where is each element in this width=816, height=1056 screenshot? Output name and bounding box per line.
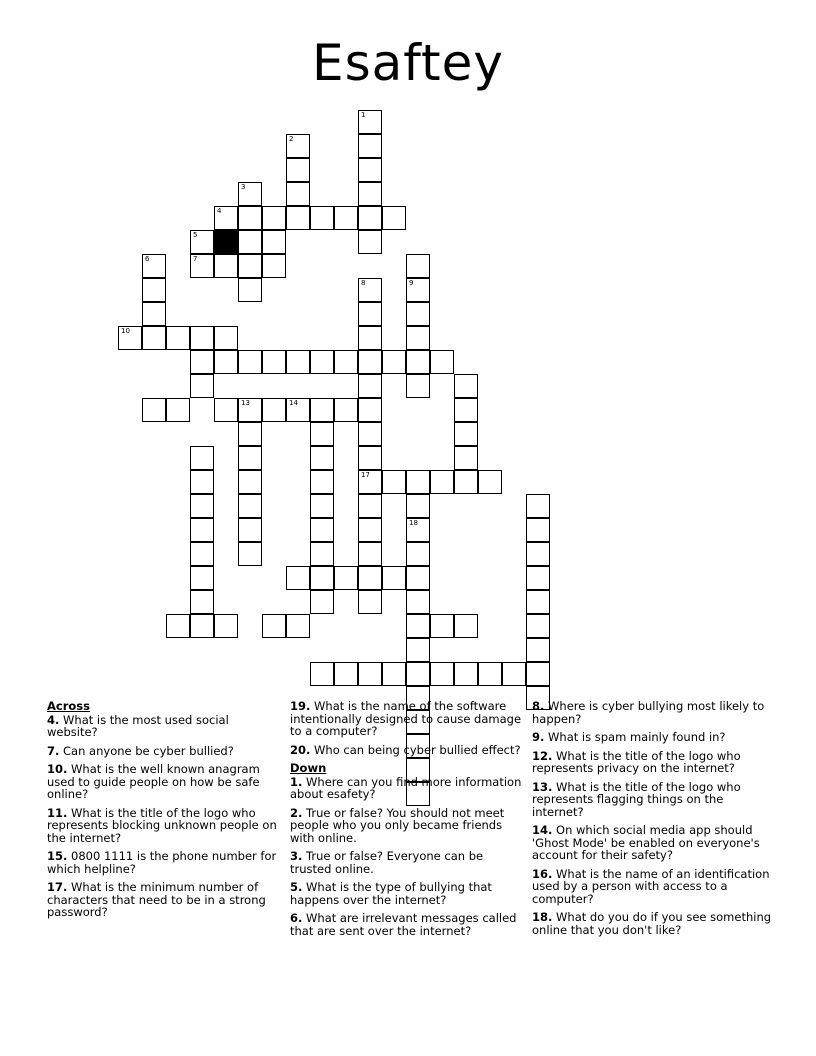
clue-down-18: 18. What do you do if you see something online that you don't like?: [532, 910, 772, 937]
clue-number: 8: [361, 279, 366, 287]
grid-cell[interactable]: [142, 302, 166, 326]
grid-cell[interactable]: [286, 398, 310, 422]
grid-cell[interactable]: [286, 350, 310, 374]
grid-cell[interactable]: [190, 494, 214, 518]
grid-cell[interactable]: [238, 518, 262, 542]
grid-cell[interactable]: [190, 614, 214, 638]
clue-down-13: 13. What is the title of the logo who represents flagging things on the internet?: [532, 779, 741, 819]
grid-cell[interactable]: [310, 662, 334, 686]
grid-cell[interactable]: [214, 206, 238, 230]
grid-cell[interactable]: [334, 566, 358, 590]
grid-cell[interactable]: [262, 206, 286, 230]
clue-across-15: 15. 0800 1111 is the phone number for which helpline?: [47, 849, 277, 876]
grid-cell[interactable]: [382, 206, 406, 230]
grid-cell[interactable]: [358, 158, 382, 182]
grid-cell[interactable]: [214, 614, 238, 638]
down-heading: Down: [290, 761, 327, 775]
grid-cell[interactable]: [286, 614, 310, 638]
grid-cell[interactable]: [310, 422, 334, 446]
clue-number: 9: [409, 279, 414, 287]
grid-cell[interactable]: [262, 230, 286, 254]
clue-number: 7: [193, 255, 198, 263]
grid-cell[interactable]: [310, 566, 334, 590]
grid-cell[interactable]: [310, 398, 334, 422]
grid-cell[interactable]: [406, 662, 430, 686]
grid-cell[interactable]: [454, 446, 478, 470]
grid-cell[interactable]: [406, 302, 430, 326]
clue-number: 6: [145, 255, 150, 263]
grid-cell[interactable]: [190, 374, 214, 398]
clue-across-10: 10. What is the well known anagram used to guide people on how be safe online?: [47, 762, 260, 801]
clue-down-12: 12. What is the title of the logo who represents privacy on the internet?: [532, 748, 741, 775]
grid-cell[interactable]: [454, 470, 478, 494]
grid-cell[interactable]: [334, 206, 358, 230]
grid-cell[interactable]: [430, 470, 454, 494]
grid-cell[interactable]: [214, 350, 238, 374]
grid-cell[interactable]: [214, 254, 238, 278]
grid-cell[interactable]: [238, 350, 262, 374]
clue-across-11: 11. What is the title of the logo who represents blocking unknown people on the internet?: [47, 805, 277, 845]
grid-cell[interactable]: [334, 662, 358, 686]
grid-cell[interactable]: [190, 470, 214, 494]
grid-cell[interactable]: [502, 662, 526, 686]
grid-cell[interactable]: [190, 350, 214, 374]
grid-cell[interactable]: [166, 398, 190, 422]
grid-cell[interactable]: [454, 374, 478, 398]
grid-cell[interactable]: [526, 566, 550, 590]
grid-cell[interactable]: [190, 566, 214, 590]
grid-cell[interactable]: [262, 398, 286, 422]
grid-cell[interactable]: [190, 326, 214, 350]
grid-cell[interactable]: [358, 326, 382, 350]
grid-cell[interactable]: [406, 350, 430, 374]
grid-cell[interactable]: [358, 278, 382, 302]
clue-number: 3: [241, 183, 246, 191]
grid-cell[interactable]: [406, 614, 430, 638]
grid-cell[interactable]: [262, 614, 286, 638]
clues-column-2: [290, 700, 526, 943]
clue-number: 18: [409, 519, 418, 527]
grid-cell[interactable]: [406, 470, 430, 494]
grid-cell[interactable]: [358, 542, 382, 566]
grid-cell[interactable]: [358, 230, 382, 254]
clue-down-2: 2. True or false? You should not meet people who you only became friends with online.: [290, 805, 505, 845]
clue-number: 5: [193, 231, 198, 239]
clues-column-1: [47, 700, 283, 925]
grid-cell[interactable]: [406, 278, 430, 302]
puzzle-title: Esaftey: [312, 34, 504, 92]
grid-cell[interactable]: [190, 230, 214, 254]
grid-cell[interactable]: [382, 566, 406, 590]
grid-cell[interactable]: [406, 326, 430, 350]
grid-cell[interactable]: [214, 398, 238, 422]
grid-cell[interactable]: [526, 638, 550, 662]
grid-cell[interactable]: [526, 518, 550, 542]
grid-cell[interactable]: [358, 206, 382, 230]
clue-down-8: 8. Where is cyber bullying most likely to happen?: [532, 699, 765, 726]
grid-cell[interactable]: [238, 254, 262, 278]
grid-cell[interactable]: [286, 158, 310, 182]
grid-cell[interactable]: [526, 542, 550, 566]
grid-cell[interactable]: [190, 518, 214, 542]
clue-down-9: 9. What is spam mainly found in?: [532, 730, 726, 744]
grid-cell[interactable]: [358, 374, 382, 398]
clue-number: 13: [241, 399, 250, 407]
grid-cell[interactable]: [238, 278, 262, 302]
grid-cell[interactable]: [358, 470, 382, 494]
grid-cell[interactable]: [262, 254, 286, 278]
grid-cell[interactable]: [358, 566, 382, 590]
grid-cell[interactable]: [526, 590, 550, 614]
grid-cell[interactable]: [190, 254, 214, 278]
grid-cell[interactable]: [430, 614, 454, 638]
grid-cell[interactable]: [358, 134, 382, 158]
grid-cell[interactable]: [526, 662, 550, 686]
grid-cell[interactable]: [406, 518, 430, 542]
grid-cell[interactable]: [238, 206, 262, 230]
clue-across-7: 7. Can anyone be cyber bullied?: [47, 743, 234, 758]
clue-number: 4: [217, 207, 222, 215]
grid-cell[interactable]: [142, 254, 166, 278]
grid-cell[interactable]: [406, 566, 430, 590]
grid-cell[interactable]: [406, 374, 430, 398]
grid-cell[interactable]: [358, 446, 382, 470]
grid-cell[interactable]: [238, 494, 262, 518]
clue-down-6: 6. What are irrelevant messages called that are sent over the internet?: [290, 911, 517, 938]
grid-cell[interactable]: [310, 206, 334, 230]
grid-cell[interactable]: [430, 350, 454, 374]
clue-down-16: 16. What is the name of an identification used by a person with access to a computer?: [532, 866, 770, 906]
grid-cell[interactable]: [286, 206, 310, 230]
grid-cell[interactable]: [454, 398, 478, 422]
grid-cell[interactable]: [190, 446, 214, 470]
grid-cell[interactable]: [454, 662, 478, 686]
grid-cell[interactable]: [526, 614, 550, 638]
clue-number: 2: [289, 135, 294, 143]
grid-cell[interactable]: [310, 446, 334, 470]
grid-cell[interactable]: [310, 518, 334, 542]
grid-cell[interactable]: [358, 350, 382, 374]
clue-number: 1: [361, 111, 366, 119]
grid-cell[interactable]: [286, 566, 310, 590]
grid-cell[interactable]: [454, 422, 478, 446]
grid-cell[interactable]: [478, 662, 502, 686]
grid-cell[interactable]: [358, 518, 382, 542]
clue-down-1: 1. Where can you find more information about esafety?: [290, 774, 522, 801]
grid-cell[interactable]: [310, 470, 334, 494]
grid-cell[interactable]: [382, 662, 406, 686]
grid-cell[interactable]: [118, 326, 142, 350]
clue-across-17: 17. What is the minimum number of characters that need to be in a strong password?: [47, 880, 266, 919]
clue-across-19: 19. What is the name of the software intentionally designed to cause damage to a computer?: [290, 699, 522, 738]
grid-cell[interactable]: [238, 542, 262, 566]
grid-cell[interactable]: [454, 614, 478, 638]
grid-cell[interactable]: [142, 398, 166, 422]
grid-cell[interactable]: [430, 662, 454, 686]
grid-cell[interactable]: [190, 590, 214, 614]
grid-cell[interactable]: [406, 494, 430, 518]
grid-cell[interactable]: [166, 326, 190, 350]
clues-column-3: [532, 700, 772, 942]
grid-cell[interactable]: [358, 182, 382, 206]
grid-cell[interactable]: [286, 134, 310, 158]
clue-down-5: 5. What is the type of bullying that happens over the internet?: [290, 880, 492, 907]
grid-black-cell: [214, 230, 238, 254]
clue-number: 17: [361, 471, 370, 479]
grid-cell[interactable]: [310, 350, 334, 374]
grid-cell[interactable]: [358, 422, 382, 446]
grid-cell[interactable]: [406, 254, 430, 278]
grid-cell[interactable]: [382, 470, 406, 494]
grid-cell[interactable]: [358, 302, 382, 326]
clue-number: 14: [289, 399, 298, 407]
grid-cell[interactable]: [358, 494, 382, 518]
grid-cell[interactable]: [526, 494, 550, 518]
grid-cell[interactable]: [142, 326, 166, 350]
grid-cell[interactable]: [334, 350, 358, 374]
grid-cell[interactable]: [406, 638, 430, 662]
grid-cell[interactable]: [142, 278, 166, 302]
grid-cell[interactable]: [190, 542, 214, 566]
clue-across-4: 4. What is the most used social website?: [47, 712, 229, 739]
grid-cell[interactable]: [478, 470, 502, 494]
grid-cell[interactable]: [358, 590, 382, 614]
grid-cell[interactable]: [238, 446, 262, 470]
clue-number: 10: [121, 327, 130, 335]
grid-cell[interactable]: [358, 110, 382, 134]
grid-cell[interactable]: [310, 542, 334, 566]
grid-cell[interactable]: [334, 398, 358, 422]
grid-cell[interactable]: [406, 590, 430, 614]
grid-cell[interactable]: [238, 230, 262, 254]
grid-cell[interactable]: [310, 494, 334, 518]
grid-cell[interactable]: [238, 182, 262, 206]
grid-cell[interactable]: [406, 542, 430, 566]
grid-cell[interactable]: [238, 398, 262, 422]
grid-cell[interactable]: [166, 614, 190, 638]
clue-across-20: 20. Who can being cyber bullied effect?: [290, 742, 521, 757]
grid-cell[interactable]: [358, 398, 382, 422]
grid-cell[interactable]: [238, 470, 262, 494]
clue-down-14: 14. On which social media app should 'Ghost Mode' be enabled on everyone's account for their safety?: [532, 823, 760, 862]
grid-cell[interactable]: [238, 422, 262, 446]
grid-cell[interactable]: [382, 350, 406, 374]
clue-down-3: 3. True or false? Everyone can be trusted online.: [290, 849, 484, 876]
grid-cell[interactable]: [262, 350, 286, 374]
grid-cell[interactable]: [358, 662, 382, 686]
grid-cell[interactable]: [286, 182, 310, 206]
grid-cell[interactable]: [310, 590, 334, 614]
across-heading: Across: [47, 699, 90, 713]
grid-cell[interactable]: [214, 326, 238, 350]
